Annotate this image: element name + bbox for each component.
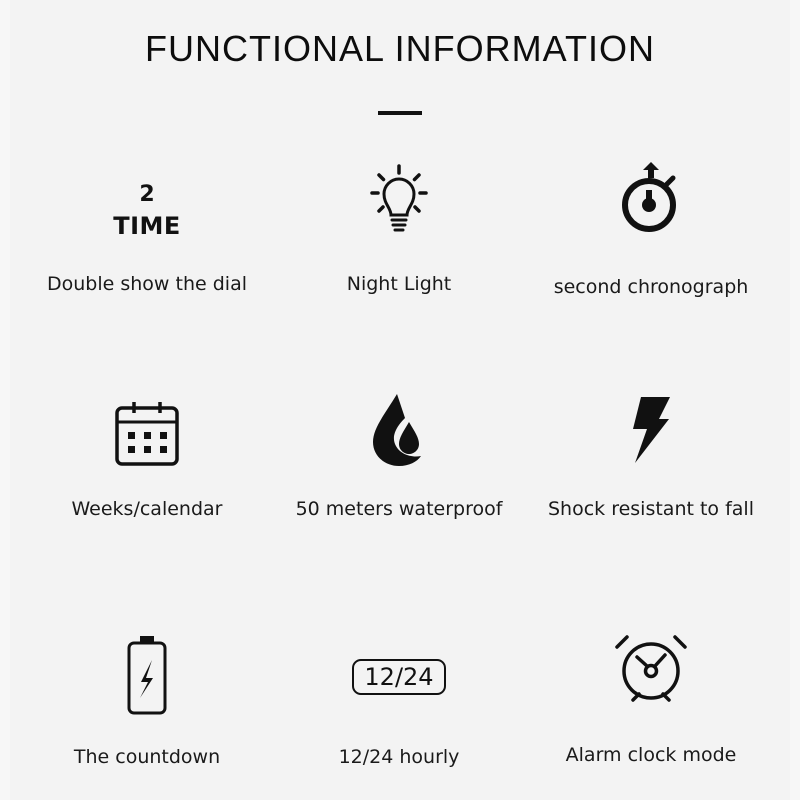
dual-time-icon: 2 TIME: [113, 182, 181, 240]
stopwatch-icon: [619, 160, 683, 236]
feature-label: Double show the dial: [47, 273, 247, 295]
feature-label: 50 meters waterproof: [295, 498, 503, 520]
page-title: FUNCTIONAL INFORMATION: [145, 28, 655, 69]
feature-label: The countdown: [73, 746, 221, 768]
feature-label: Weeks/calendar: [71, 498, 223, 520]
left-edge-band: [0, 0, 10, 800]
water-drop-icon: [369, 392, 429, 468]
right-edge-band: [790, 0, 800, 800]
feature-label: Shock resistant to fall: [547, 498, 754, 520]
feature-label: Night Light: [346, 273, 452, 295]
feature-label: second chronograph: [553, 276, 749, 298]
lightning-bolt-icon: [629, 395, 673, 465]
feature-label: Alarm clock mode: [565, 744, 737, 766]
time-format-badge-icon: 12/24: [352, 659, 445, 695]
alarm-clock-icon: [613, 633, 689, 705]
feature-label: 12/24 hourly: [338, 746, 460, 768]
title-underline: [378, 111, 422, 115]
battery-charging-icon: [125, 634, 169, 716]
light-bulb-icon: [367, 162, 431, 236]
calendar-icon: [113, 400, 181, 468]
